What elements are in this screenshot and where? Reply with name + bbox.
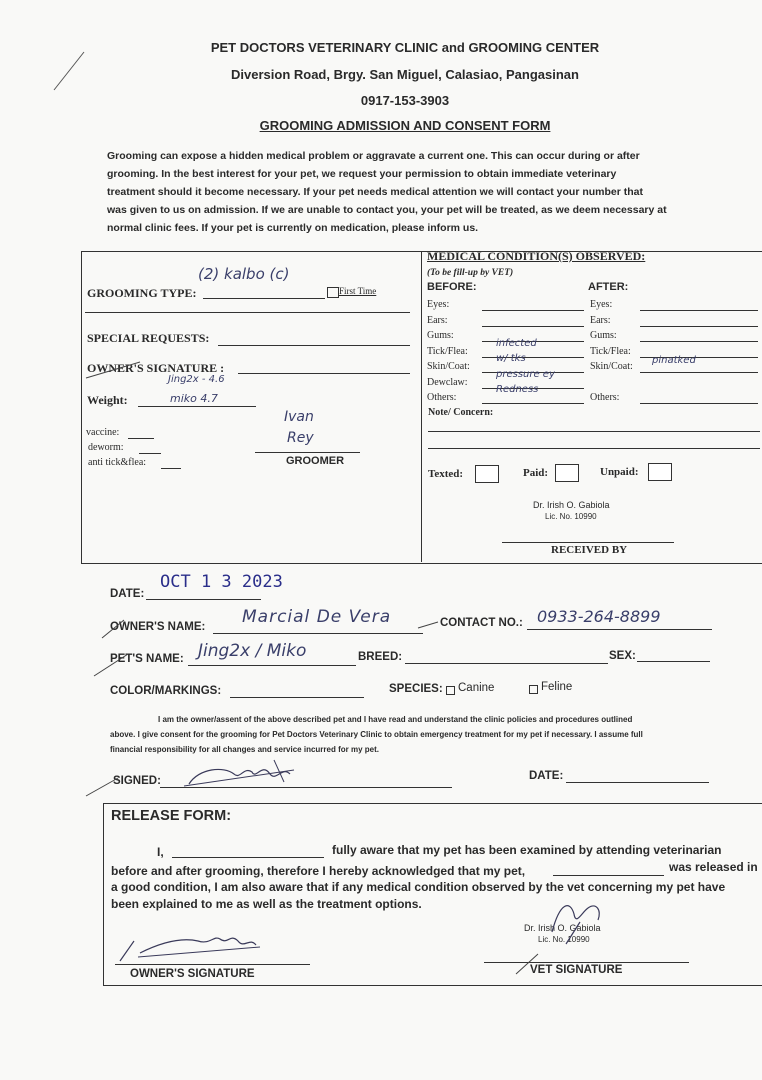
- release-vet-name: Dr. Irish O. Gabiola: [524, 923, 601, 933]
- color-label: COLOR/MARKINGS:: [110, 685, 222, 697]
- vet-signature-scribble: [540, 892, 620, 952]
- groomer-name-1: Ivan: [284, 409, 314, 425]
- release-pet-line[interactable]: [553, 874, 664, 876]
- medical-before-value[interactable]: infected: [496, 337, 537, 349]
- medical-title: MEDICAL CONDITION(S) OBSERVED:: [427, 249, 646, 263]
- owner-name-label: OWNER'S NAME:: [110, 621, 206, 633]
- paid-label: Paid:: [523, 467, 549, 479]
- intro-line: was given to us on admission. If we are unable to contact you, your pet will be treated, as we deem necessary at: [107, 204, 667, 216]
- medical-before-label: Tick/Flea:: [427, 345, 468, 357]
- color-line[interactable]: [230, 696, 364, 698]
- species-label: SPECIES:: [389, 683, 443, 695]
- texted-label: Texted:: [428, 468, 464, 480]
- medical-before-label: Ears:: [427, 314, 448, 326]
- medical-after-label: Skin/Coat:: [590, 361, 633, 372]
- release-owner-signature-line[interactable]: [115, 963, 310, 965]
- date-stamp: OCT 1 3 2023: [160, 572, 283, 592]
- signed-label: SIGNED:: [113, 775, 161, 787]
- sex-line[interactable]: [637, 660, 710, 662]
- owner-signature-label: OWNER'S SIGNATURE :: [87, 361, 225, 375]
- release-owner-signature-scribble: [110, 925, 270, 965]
- medical-before-value[interactable]: pressure ey: [496, 368, 555, 380]
- medical-before-line[interactable]: [482, 402, 584, 404]
- medical-after-line[interactable]: [640, 340, 758, 342]
- weight-value-2: miko 4.7: [170, 392, 218, 405]
- release-vet-license: Lic. No. 10990: [538, 935, 590, 944]
- contact-value[interactable]: 0933-264-8899: [537, 607, 661, 626]
- release-line3: a good condition, I am also aware that if any medical condition observed by the vet concerning my pet have: [111, 880, 726, 894]
- medical-after-label: Ears:: [590, 314, 611, 326]
- medical-before-label: Others:: [427, 392, 457, 403]
- pet-name-value[interactable]: Jing2x / Miko: [198, 641, 307, 661]
- intro-paragraph: [107, 147, 727, 237]
- medical-after-line[interactable]: [640, 309, 758, 311]
- medical-before-label: Dewclaw:: [427, 376, 468, 388]
- medical-before-line[interactable]: [482, 325, 584, 327]
- vet-strike-mark: [512, 950, 542, 978]
- medical-after-label: Gums:: [590, 330, 617, 341]
- consent-line: I am the owner/assent of the above described pet and I have read and understand the clinic policies and procedures outlined: [158, 715, 633, 724]
- clinic-address: Diversion Road, Brgy. San Miguel, Calasiao, Pangasinan: [231, 67, 579, 82]
- first-time-label: First Time: [339, 286, 377, 296]
- deworm-label: deworm:: [88, 442, 124, 453]
- owner-strike-marks: [100, 612, 440, 642]
- special-requests-label: SPECIAL REQUESTS:: [87, 331, 210, 345]
- medical-before-line[interactable]: [482, 309, 584, 311]
- medical-before-label: Eyes:: [427, 299, 450, 310]
- canine-checkbox[interactable]: [446, 686, 455, 695]
- feline-label: Feline: [541, 681, 573, 693]
- grooming-type-line: [203, 297, 325, 299]
- medical-after-label: Others:: [590, 392, 620, 403]
- date-line[interactable]: [146, 598, 261, 600]
- release-vet-signature-label: VET SIGNATURE: [530, 964, 623, 976]
- grooming-extra-line: [85, 311, 410, 313]
- intro-line: treatment should it become necessary. If your pet needs medical attention we will contact your number that: [107, 186, 644, 198]
- contact-label: CONTACT NO.:: [440, 617, 523, 629]
- consent-line: financial responsibility for all changes and service incurred for my pet.: [110, 745, 379, 754]
- received-by-line[interactable]: [502, 541, 674, 543]
- received-by-label: RECEIVED BY: [551, 544, 628, 556]
- grooming-type-label: GROOMING TYPE:: [87, 286, 197, 300]
- release-line1-a: I,: [157, 845, 164, 859]
- note-line-1[interactable]: [428, 430, 760, 432]
- vet-name-stamp: Dr. Irish O. Gabiola: [533, 500, 610, 510]
- release-line4: been explained to me as well as the treatment options.: [111, 897, 422, 911]
- release-title: RELEASE FORM:: [111, 808, 232, 824]
- intro-line: normal clinic fees. If your pet is currently on medication, please inform us.: [107, 222, 479, 234]
- medical-after-line[interactable]: [640, 402, 758, 404]
- owner-signature-scribble: [84, 752, 324, 798]
- weight-value-1: Jing2x - 4.6: [168, 374, 225, 385]
- medical-after-label: Tick/Flea:: [590, 345, 631, 357]
- groomer-label: GROOMER: [286, 455, 345, 467]
- breed-line[interactable]: [405, 662, 608, 664]
- deworm-line[interactable]: [139, 452, 161, 454]
- paid-checkbox[interactable]: [555, 464, 579, 482]
- texted-checkbox[interactable]: [475, 465, 499, 483]
- canine-label: Canine: [458, 682, 495, 694]
- release-name-line[interactable]: [172, 856, 324, 858]
- owner-name-value[interactable]: Marcial De Vera: [242, 607, 392, 627]
- contact-line[interactable]: [527, 628, 712, 630]
- signed-date-line[interactable]: [566, 781, 709, 783]
- first-time-checkbox[interactable]: [327, 287, 339, 298]
- release-line1-b: fully aware that my pet has been examined by attending veterinarian: [332, 843, 722, 857]
- release-owner-signature-label: OWNER'S SIGNATURE: [130, 968, 255, 980]
- pet-strike-mark: [92, 650, 132, 680]
- medical-after-line[interactable]: [640, 325, 758, 327]
- groomer-line[interactable]: [255, 451, 360, 453]
- consent-text: [110, 712, 750, 757]
- feline-checkbox[interactable]: [529, 685, 538, 694]
- note-label: Note/ Concern:: [428, 407, 494, 418]
- unpaid-checkbox[interactable]: [648, 463, 672, 481]
- consent-line: above. I give consent for the grooming for Pet Doctors Veterinary Clinic to obtain emergency treatment for my pet if necessary. I assume full: [110, 730, 643, 739]
- signed-date-label: DATE:: [529, 770, 564, 782]
- pet-name-line[interactable]: [188, 664, 356, 666]
- sex-label: SEX:: [609, 650, 636, 662]
- medical-before-value[interactable]: Redness: [496, 384, 539, 395]
- clinic-phone: 0917-153-3903: [360, 93, 450, 108]
- vaccine-line[interactable]: [128, 437, 154, 439]
- weight-line[interactable]: [138, 405, 256, 407]
- after-label: AFTER:: [588, 281, 629, 293]
- note-line-2[interactable]: [428, 447, 760, 449]
- pet-name-label: PET'S NAME:: [110, 653, 184, 665]
- clinic-name: PET DOCTORS VETERINARY CLINIC and GROOMING CENTER: [210, 40, 600, 55]
- antitick-label: anti tick&flea:: [88, 457, 147, 468]
- vet-license-stamp: Lic. No. 10990: [545, 512, 597, 521]
- intro-line: Grooming can expose a hidden medical problem or aggravate a current one. This can occur during or after: [107, 150, 640, 162]
- release-line2-b: was released in: [669, 860, 758, 874]
- medical-subtitle: (To be fill-up by VET): [427, 268, 514, 278]
- special-requests-line[interactable]: [218, 344, 410, 346]
- medical-before-label: Gums:: [427, 330, 454, 341]
- release-line2-a: before and after grooming, therefore I hereby acknowledged that my pet,: [111, 864, 526, 878]
- groomer-name-2: Rey: [287, 430, 314, 446]
- owner-signature-line[interactable]: [238, 372, 410, 374]
- breed-label: BREED:: [358, 651, 403, 663]
- medical-after-value[interactable]: pinatked: [652, 355, 696, 366]
- vaccine-label: vaccine:: [86, 427, 120, 438]
- medical-before-value[interactable]: w/ tks: [496, 353, 526, 364]
- date-label: DATE:: [110, 588, 145, 600]
- strike-mark: [84, 358, 144, 382]
- weight-label: Weight:: [87, 393, 128, 407]
- medical-after-line[interactable]: [640, 371, 758, 373]
- medical-after-label: Eyes:: [590, 299, 613, 310]
- before-label: BEFORE:: [427, 281, 477, 293]
- box-divider: [421, 251, 422, 562]
- intro-line: grooming. In the best interest for your pet, we request your permission to obtain immediate veterinary: [107, 168, 617, 180]
- unpaid-label: Unpaid:: [600, 466, 639, 478]
- antitick-line[interactable]: [161, 467, 181, 469]
- grooming-type-value[interactable]: (2) kalbo (c): [198, 265, 290, 283]
- medical-before-label: Skin/Coat:: [427, 361, 470, 372]
- form-title: GROOMING ADMISSION AND CONSENT FORM: [259, 118, 551, 133]
